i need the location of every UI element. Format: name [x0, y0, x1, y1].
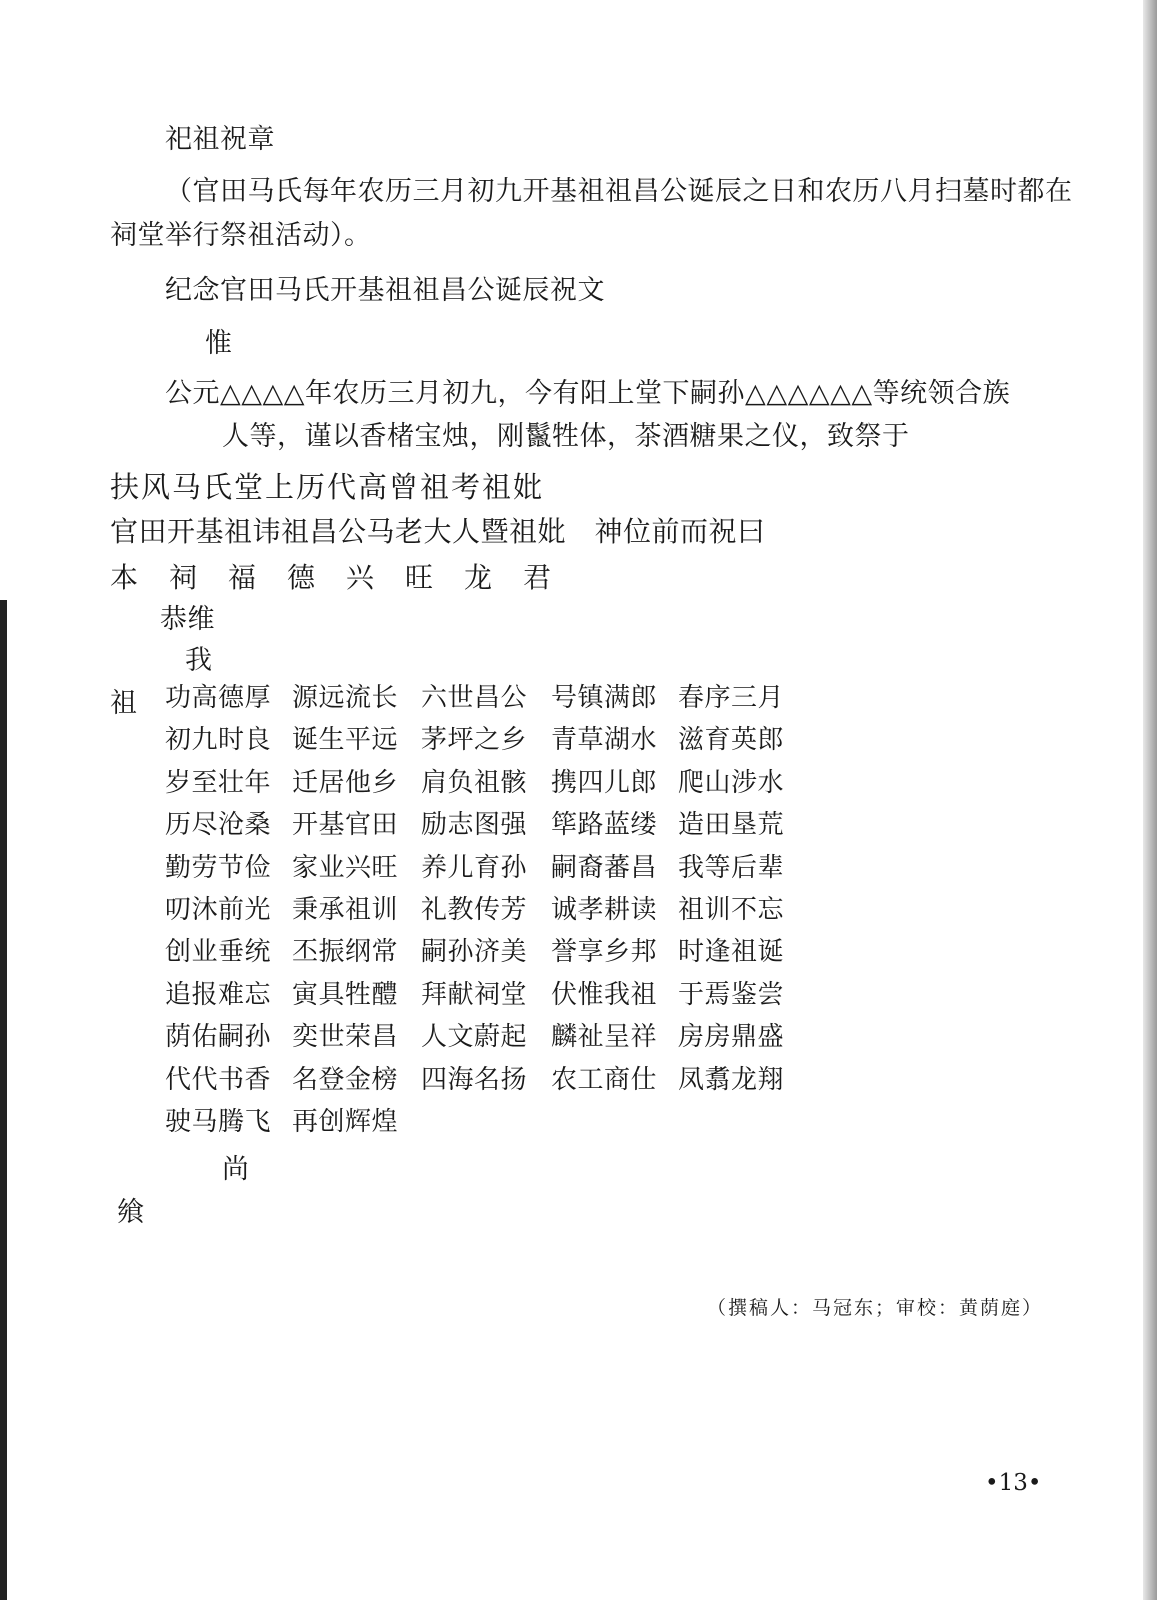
verse-phrase: 代代书香: [165, 1065, 272, 1095]
verse-phrase: 功高德厚: [165, 683, 272, 713]
opening-line-2: 人等，谨以香楮宝烛，刚鬣牲体，茶酒糖果之仪，致祭于: [222, 421, 910, 452]
verse-phrase: 人文蔚起: [421, 1022, 528, 1052]
verse-phrase: 房房鼎盛: [678, 1022, 785, 1052]
verse-phrase: 迁居他乡: [292, 768, 399, 798]
verse-phrase: 创业垂统: [165, 937, 272, 967]
verse-phrase: 造田垦荒: [678, 810, 785, 840]
gongwei-text: 恭维: [160, 604, 215, 635]
verse-phrase: 号镇满郎: [551, 683, 658, 713]
opening-line-1: 公元△△△△年农历三月初九，今有阳上堂下嗣孙△△△△△△等统领合族: [165, 378, 1011, 409]
verse-phrase: 我等后辈: [678, 853, 785, 883]
verse-phrase: 寅具牲醴: [292, 980, 399, 1010]
verse-phrase: 养儿育孙: [421, 853, 528, 883]
honor-line-3: 本祠福德兴旺龙君: [110, 561, 583, 594]
verse-phrase: 筚路蓝缕: [551, 810, 658, 840]
verse-phrase: 肩负祖骸: [421, 768, 528, 798]
verse-phrase: 六世昌公: [421, 683, 528, 713]
verse-phrase: 伏惟我祖: [551, 980, 658, 1010]
wei-char: 惟: [205, 328, 233, 359]
verse-phrase: 祖训不忘: [678, 895, 785, 925]
section-heading: 祀祖祝章: [165, 124, 275, 155]
verse-phrase: 秉承祖训: [292, 895, 399, 925]
verse-phrase: 叨沐前光: [165, 895, 272, 925]
verse-phrase: 荫佑嗣孙: [165, 1022, 272, 1052]
verse-phrase: 初九时良: [165, 725, 272, 755]
verse-phrase: 勤劳节俭: [165, 853, 272, 883]
verse-phrase: 时逢祖诞: [678, 937, 785, 967]
verse-phrase: 誉享乡邦: [551, 937, 658, 967]
verse-phrase: 农工商仕: [551, 1065, 658, 1095]
verse-phrase: 家业兴旺: [292, 853, 399, 883]
verse-phrase: 礼教传芳: [421, 895, 528, 925]
verse-phrase: 岁至壮年: [165, 768, 272, 798]
zu-char: 祖: [110, 688, 138, 719]
honor-line-2: 官田开基祖讳祖昌公马老大人暨祖妣 神位前而祝曰: [110, 515, 766, 548]
verse-phrase: 嗣裔蕃昌: [551, 853, 658, 883]
wo-char: 我: [185, 645, 213, 676]
scan-edge-right: [1143, 0, 1157, 1600]
verse-phrase: 开基官田: [292, 810, 399, 840]
verse-phrase: 丕振纲常: [292, 937, 399, 967]
verse-phrase: 于焉鉴尝: [678, 980, 785, 1010]
shang-char: 尚: [222, 1154, 250, 1185]
xiang-char: 飨: [117, 1197, 145, 1228]
intro-line-1: （官田马氏每年农历三月初九开基祖祖昌公诞辰之日和农历八月扫墓时都在: [165, 176, 1073, 207]
verse-phrase: 名登金榜: [292, 1065, 399, 1095]
verse-phrase: 驶马腾飞: [165, 1107, 272, 1137]
intro-line-2: 祠堂举行祭祖活动）。: [110, 220, 372, 251]
honor-line-1: 扶风马氏堂上历代高曾祖考祖妣: [110, 470, 545, 504]
verse-phrase: 诚孝耕读: [551, 895, 658, 925]
author-note: （撰稿人：马冠东；审校：黄荫庭）: [707, 1297, 1044, 1319]
verse-phrase: 追报难忘: [165, 980, 272, 1010]
verse-phrase: 诞生平远: [292, 725, 399, 755]
verse-phrase: 嗣孙济美: [421, 937, 528, 967]
verse-phrase: 青草湖水: [551, 725, 658, 755]
verse-phrase: 爬山涉水: [678, 768, 785, 798]
verse-phrase: 麟祉呈祥: [551, 1022, 658, 1052]
prayer-title: 纪念官田马氏开基祖祖昌公诞辰祝文: [165, 275, 605, 306]
verse-phrase: 春序三月: [678, 683, 785, 713]
scan-edge-left: [0, 600, 7, 1600]
verse-phrase: 历尽沧桑: [165, 810, 272, 840]
verse-phrase: 奕世荣昌: [292, 1022, 399, 1052]
verse-phrase: 再创辉煌: [292, 1107, 399, 1137]
verse-phrase: 四海名扬: [421, 1065, 528, 1095]
verse-phrase: 拜献祠堂: [421, 980, 528, 1010]
verse-phrase: 携四儿郎: [551, 768, 658, 798]
verse-phrase: 茅坪之乡: [421, 725, 528, 755]
verse-phrase: 励志图强: [421, 810, 528, 840]
page-number: •13•: [985, 1470, 1042, 1496]
verse-phrase: 滋育英郎: [678, 725, 785, 755]
verse-phrase: 源远流长: [292, 683, 399, 713]
verse-phrase: 凤翥龙翔: [678, 1065, 785, 1095]
